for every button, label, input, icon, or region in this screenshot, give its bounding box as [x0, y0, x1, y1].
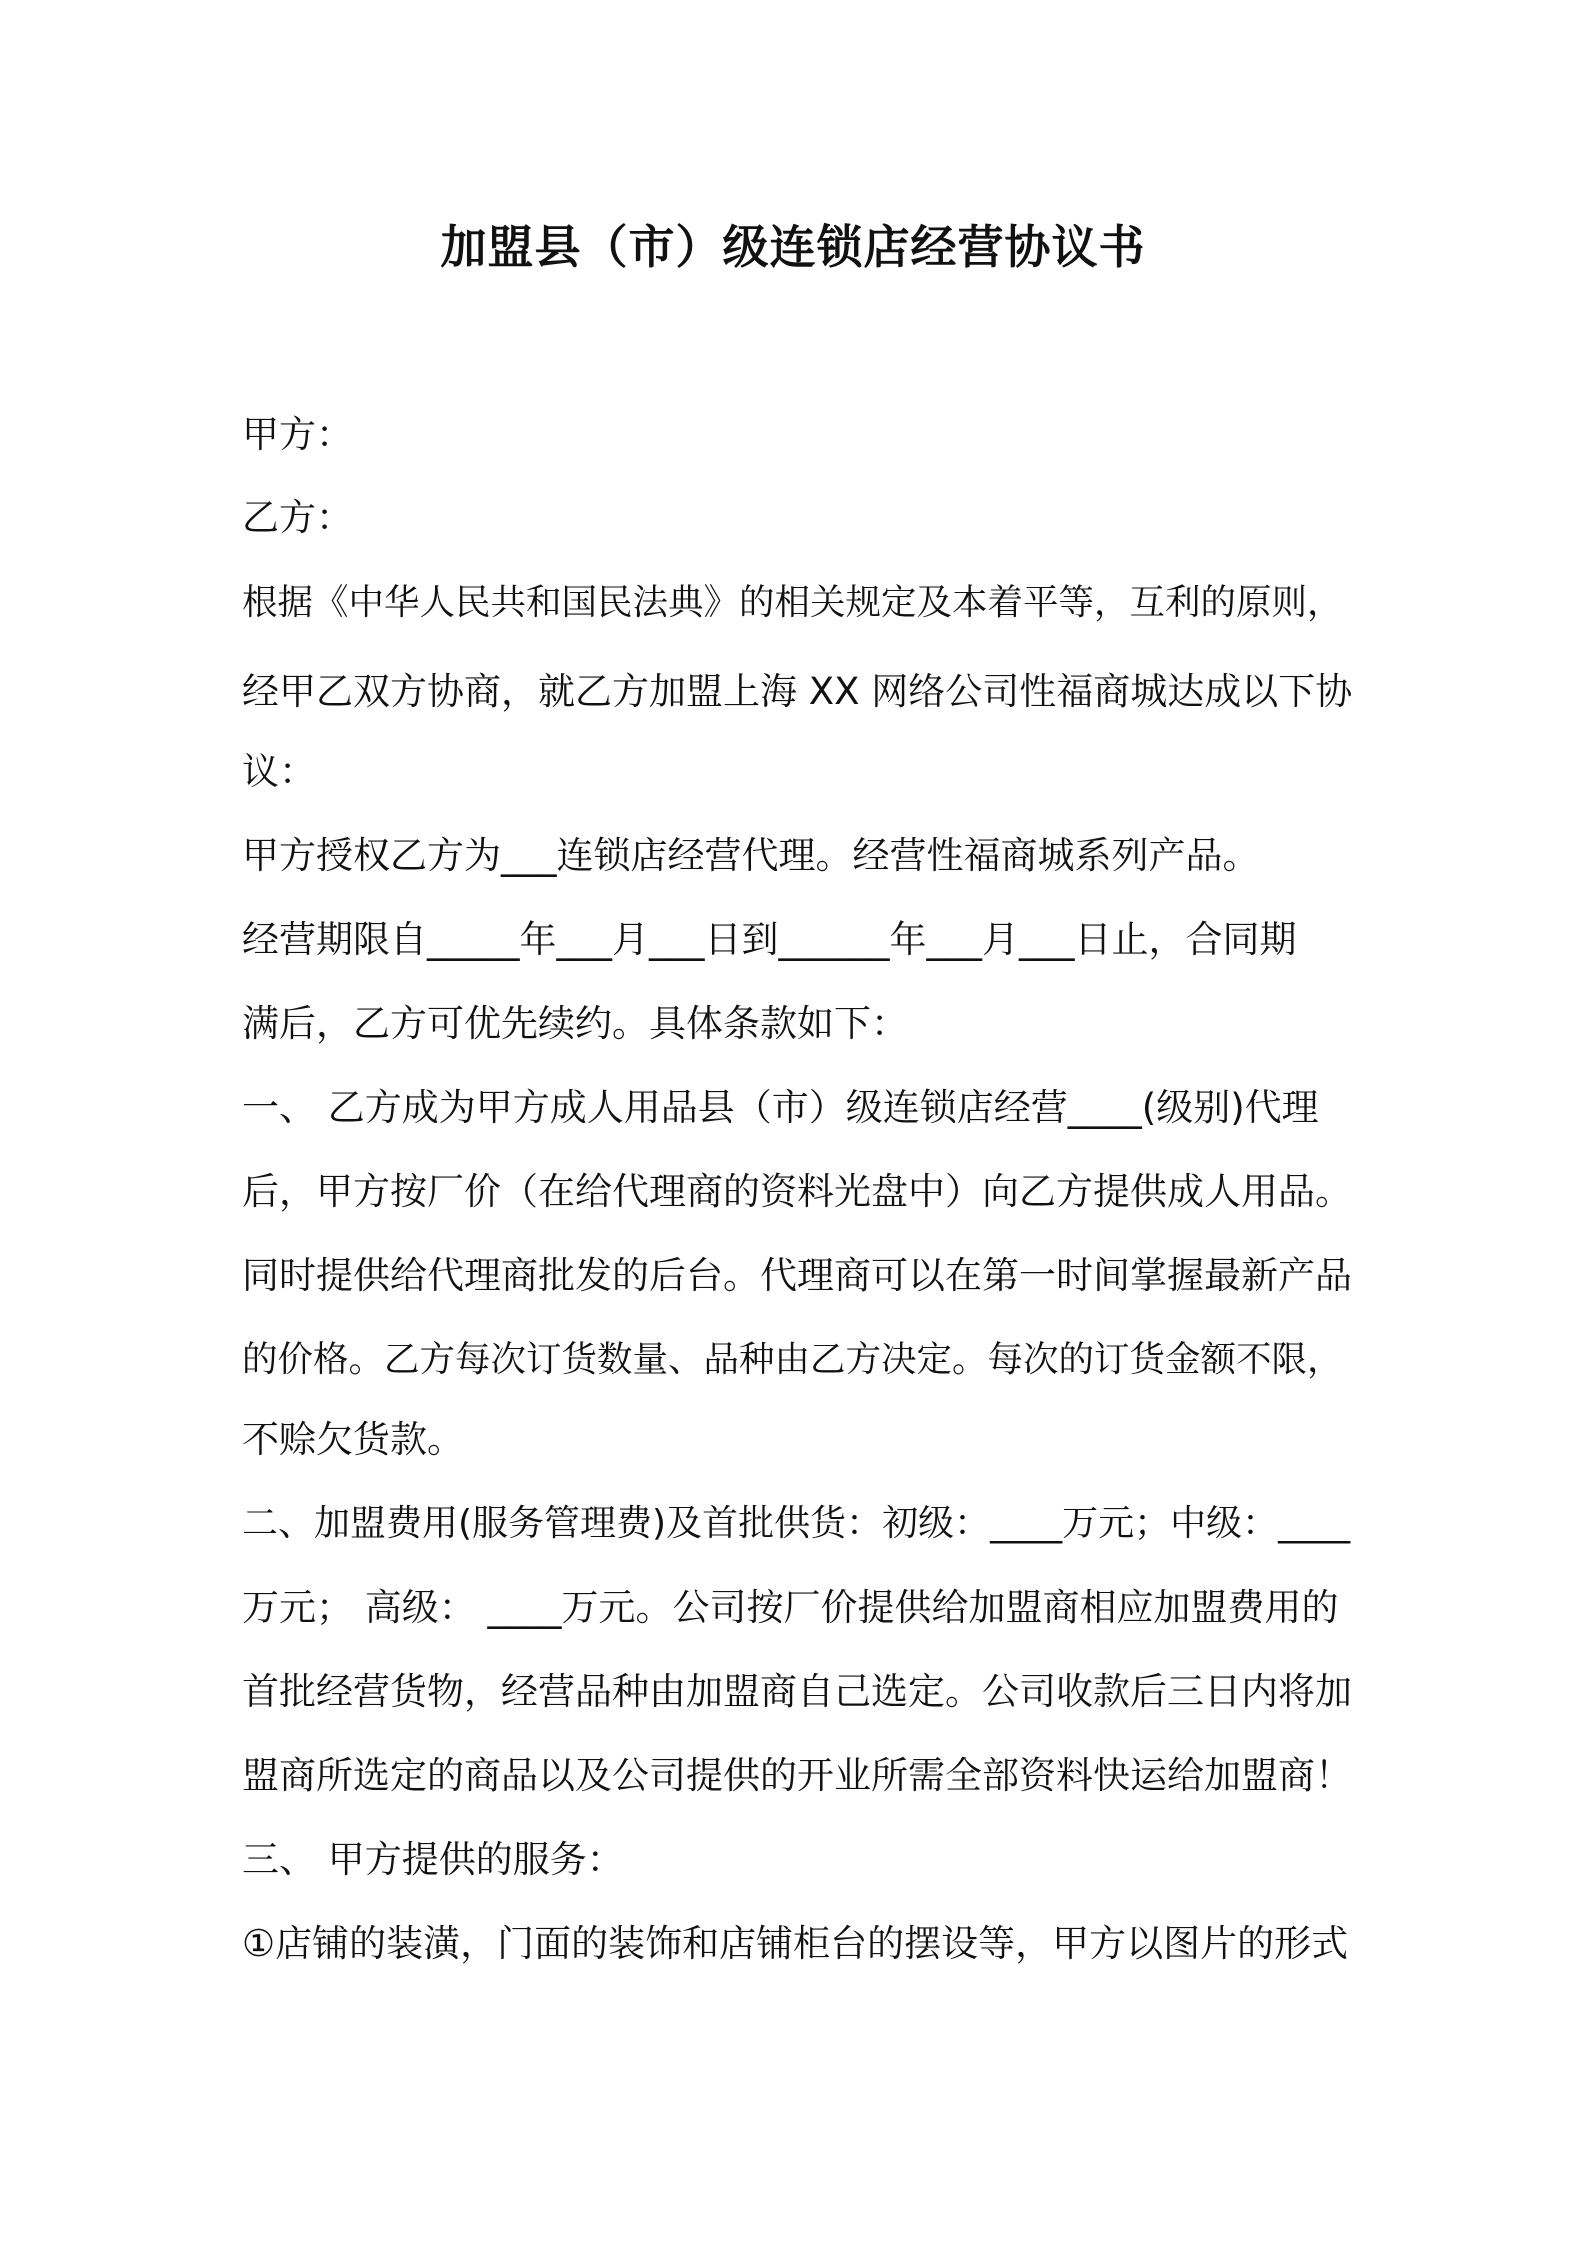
- document-title: 加盟县（市）级连锁店经营协议书: [440, 220, 1146, 274]
- party-a-line: 甲方：: [242, 413, 353, 456]
- clause-3-line: ①店铺的装潢，门面的装饰和店铺柜台的摆设等，甲方以图片的形式: [242, 1922, 1349, 1965]
- clause-1-line: 的价格。乙方每次订货数量、品种由乙方决定。每次的订货金额不限，: [242, 1339, 1343, 1380]
- clause-2-line: 二、加盟费用(服务管理费)及首批供货：初级：____万元；中级：____: [242, 1503, 1351, 1544]
- clause-3-line: 三、 甲方提供的服务：: [242, 1838, 624, 1881]
- clause-2-line: 盟商所选定的商品以及公司提供的开业所需全部资料快运给加盟商！: [242, 1754, 1352, 1797]
- paragraph-line: 议：: [242, 750, 316, 793]
- clause-1-line: 不赊欠货款。: [242, 1418, 464, 1461]
- paragraph-line: 经营期限自_____年___月___日到______年___月___日止，合同期: [242, 918, 1297, 961]
- party-b-line: 乙方：: [242, 496, 353, 539]
- clause-2-line: 万元； 高级： ____万元。公司按厂价提供给加盟商相应加盟费用的: [242, 1586, 1339, 1629]
- clause-1-line: 一、 乙方成为甲方成人用品县（市）级连锁店经营____(级别)代理: [242, 1086, 1319, 1129]
- paragraph-line: 经甲乙双方协商，就乙方加盟上海 XX 网络公司性福商城达成以下协: [242, 670, 1353, 713]
- clause-2-line: 首批经营货物，经营品种由加盟商自己选定。公司收款后三日内将加: [242, 1670, 1352, 1713]
- clause-1-line: 同时提供给代理商批发的后台。代理商可以在第一时间掌握最新产品: [242, 1254, 1352, 1297]
- paragraph-line: 根据《中华人民共和国民法典》的相关规定及本着平等，互利的原则，: [242, 582, 1343, 623]
- paragraph-line: 满后，乙方可优先续约。具体条款如下：: [242, 1002, 908, 1045]
- clause-1-line: 后，甲方按厂价（在给代理商的资料光盘中）向乙方提供成人用品。: [242, 1170, 1352, 1213]
- paragraph-line: 甲方授权乙方为___连锁店经营代理。经营性福商城系列产品。: [242, 834, 1260, 877]
